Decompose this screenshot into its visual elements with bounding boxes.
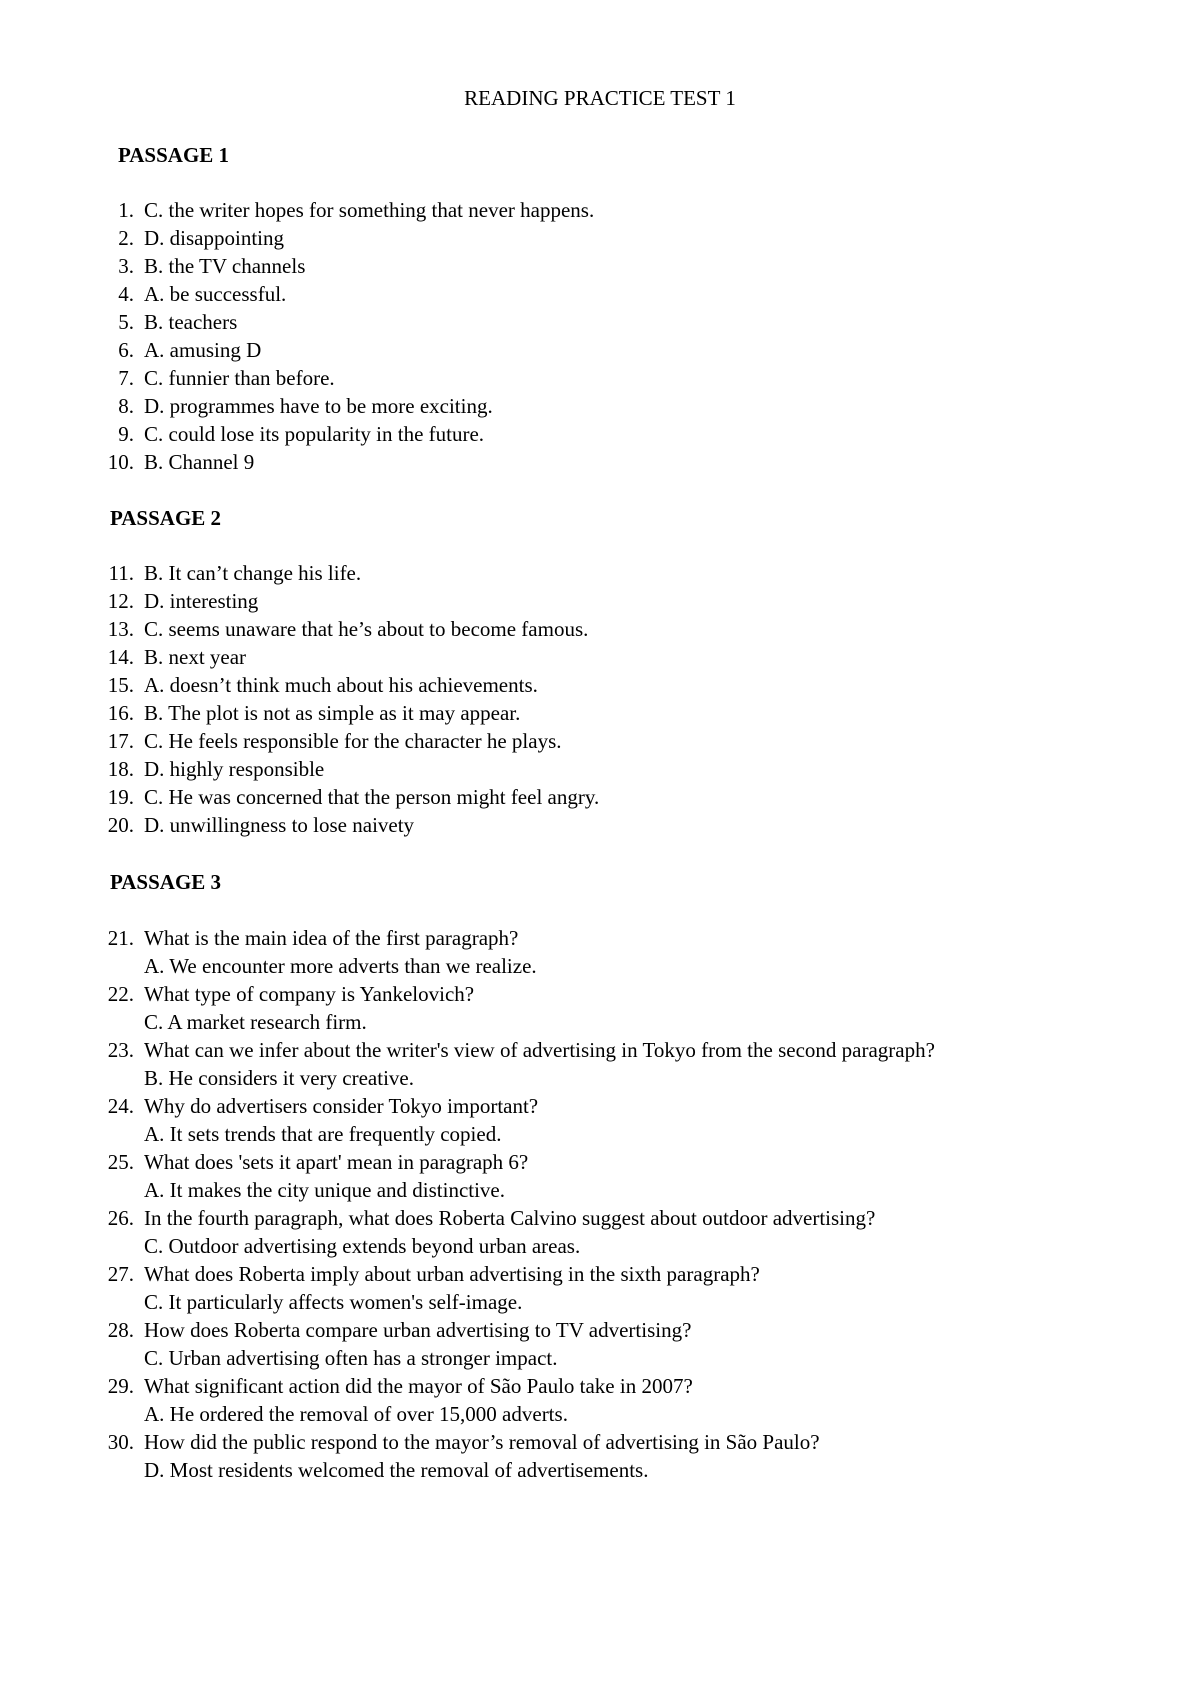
- item-number: 8.: [118, 394, 134, 418]
- answer-text: C. funnier than before.: [144, 366, 335, 390]
- answer-text: B. teachers: [144, 310, 238, 334]
- answer-text: C. A market research firm.: [144, 1010, 367, 1034]
- item-number: 10.: [107, 450, 134, 474]
- passage-1-heading: PASSAGE 1: [118, 143, 230, 167]
- answer-text: B. It can’t change his life.: [144, 561, 362, 585]
- question-text: What significant action did the mayor of São Paulo take in 2007?: [144, 1374, 693, 1398]
- passage-3-heading: PASSAGE 3: [110, 870, 222, 894]
- question-item: [104, 1092, 964, 1148]
- answer-text: C. Urban advertising often has a stronger impact.: [144, 1346, 558, 1370]
- item-number: 4.: [118, 282, 134, 306]
- question-text: What does Roberta imply about urban advertising in the sixth paragraph?: [144, 1262, 760, 1286]
- answer-text: D. Most residents welcomed the removal of advertisements.: [144, 1458, 649, 1482]
- answer-text: D. unwillingness to lose naivety: [144, 813, 415, 837]
- answer-text: A. be successful.: [144, 282, 287, 306]
- answer-text: A. We encounter more adverts than we realize.: [144, 954, 537, 978]
- question-item: [104, 1428, 964, 1484]
- answer-text: D. highly responsible: [144, 757, 325, 781]
- question-item: [104, 980, 964, 1036]
- item-number: 19.: [107, 785, 134, 809]
- question-text: Why do advertisers consider Tokyo important?: [144, 1094, 539, 1118]
- question-item: [104, 924, 964, 980]
- question-item: [104, 1204, 964, 1260]
- item-number: 17.: [107, 729, 134, 753]
- answer-text: A. amusing D: [144, 338, 262, 362]
- answer-text: D. programmes have to be more exciting.: [144, 394, 493, 418]
- item-number: 6.: [118, 338, 134, 362]
- answer-text: C. seems unaware that he’s about to become famous.: [144, 617, 589, 641]
- item-number: 14.: [107, 645, 134, 669]
- answer-text: D. interesting: [144, 589, 259, 613]
- question-item: [104, 1036, 964, 1092]
- answer-text: A. He ordered the removal of over 15,000 adverts.: [144, 1402, 568, 1426]
- answer-text: C. He was concerned that the person might feel angry.: [144, 785, 600, 809]
- question-text: How did the public respond to the mayor’s removal of advertising in São Paulo?: [144, 1430, 820, 1454]
- answer-text: C. Outdoor advertising extends beyond urban areas.: [144, 1234, 581, 1258]
- question-text: How does Roberta compare urban advertising to TV advertising?: [144, 1318, 692, 1342]
- question-text: What can we infer about the writer's view of advertising in Tokyo from the second paragraph?: [144, 1038, 935, 1062]
- answer-text: C. could lose its popularity in the future.: [144, 422, 485, 446]
- item-number: 28.: [107, 1318, 134, 1342]
- item-number: 2.: [118, 226, 134, 250]
- item-number: 21.: [107, 926, 134, 950]
- answer-text: B. the TV channels: [144, 254, 306, 278]
- item-number: 11.: [108, 561, 134, 585]
- answer-text: D. disappointing: [144, 226, 284, 250]
- passage-2-heading: PASSAGE 2: [110, 506, 222, 530]
- item-number: 13.: [107, 617, 134, 641]
- item-number: 30.: [107, 1430, 134, 1454]
- answer-text: C. He feels responsible for the character he plays.: [144, 729, 562, 753]
- question-text: What does 'sets it apart' mean in paragraph 6?: [144, 1150, 529, 1174]
- item-number: 12.: [107, 589, 134, 613]
- answer-text: B. Channel 9: [144, 450, 255, 474]
- answer-text: C. It particularly affects women's self-image.: [144, 1290, 523, 1314]
- question-item: [104, 1372, 964, 1428]
- question-text: In the fourth paragraph, what does Roberta Calvino suggest about outdoor advertising?: [144, 1206, 876, 1230]
- answer-text: A. It makes the city unique and distinctive.: [144, 1178, 505, 1202]
- question-item: [104, 1260, 964, 1316]
- item-number: 15.: [107, 673, 134, 697]
- item-number: 26.: [107, 1206, 134, 1230]
- item-number: 3.: [118, 254, 134, 278]
- item-number: 27.: [107, 1262, 134, 1286]
- passage-3-question-list: [104, 924, 964, 1484]
- page-title: READING PRACTICE TEST 1: [464, 86, 736, 110]
- answer-text: A. It sets trends that are frequently copied.: [144, 1122, 502, 1146]
- item-number: 24.: [107, 1094, 134, 1118]
- answer-text: B. The plot is not as simple as it may appear.: [144, 701, 521, 725]
- item-number: 5.: [118, 310, 134, 334]
- question-item: [104, 1316, 964, 1372]
- answer-text: B. He considers it very creative.: [144, 1066, 414, 1090]
- item-number: 9.: [118, 422, 134, 446]
- item-number: 7.: [118, 366, 134, 390]
- question-item: [104, 1148, 964, 1204]
- item-number: 18.: [107, 757, 134, 781]
- answer-text: A. doesn’t think much about his achievements.: [144, 673, 538, 697]
- item-number: 16.: [107, 701, 134, 725]
- item-number: 23.: [107, 1038, 134, 1062]
- item-number: 29.: [107, 1374, 134, 1398]
- item-number: 25.: [107, 1150, 134, 1174]
- question-text: What is the main idea of the first paragraph?: [144, 926, 519, 950]
- answer-text: C. the writer hopes for something that never happens.: [144, 198, 595, 222]
- item-number: 20.: [107, 813, 134, 837]
- answer-text: B. next year: [144, 645, 247, 669]
- item-number: 22.: [107, 982, 134, 1006]
- item-number: 1.: [118, 198, 134, 222]
- question-text: What type of company is Yankelovich?: [144, 982, 475, 1006]
